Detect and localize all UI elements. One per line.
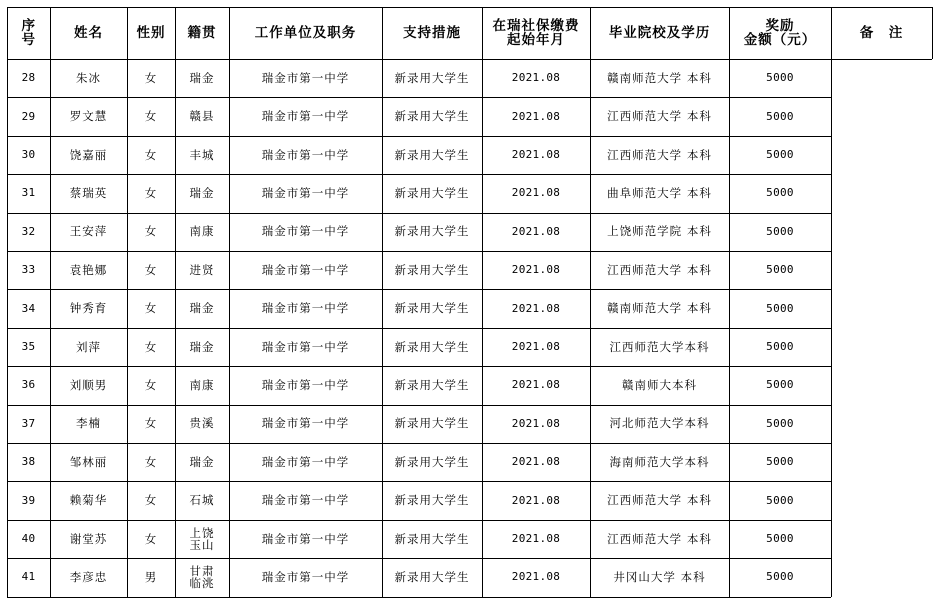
cell-school: 河北师范大学本科	[609, 416, 710, 431]
cell-gender: 女	[144, 339, 158, 354]
cell-origin: 瑞金	[189, 186, 215, 201]
cell-origin	[175, 520, 229, 558]
cell-origin	[175, 558, 229, 596]
cell-seq: 28	[21, 71, 36, 85]
cell-origin: 瑞金	[189, 454, 215, 469]
cell-school: 江西师范大学本科	[609, 339, 710, 354]
cell-measure: 新录用大学生	[394, 224, 470, 239]
cell-seq: 39	[21, 493, 36, 507]
row-rule	[7, 7, 932, 8]
column-rule	[382, 7, 383, 597]
cell-amount: 5000	[766, 455, 794, 469]
cell-date: 2021.08	[511, 301, 561, 315]
header-employer: 工作单位及职务	[254, 24, 357, 41]
cell-measure: 新录用大学生	[394, 147, 470, 162]
row-rule	[7, 136, 831, 137]
row-rule	[7, 443, 831, 444]
cell-date: 2021.08	[511, 416, 561, 430]
origin-line: 上饶	[189, 525, 215, 540]
cell-gender: 女	[144, 531, 158, 546]
cell-origin: 石城	[189, 493, 215, 508]
cell-amount: 5000	[766, 263, 794, 277]
cell-gender: 女	[144, 416, 158, 431]
cell-gender: 女	[144, 147, 158, 162]
row-rule	[7, 174, 831, 175]
cell-gender: 女	[144, 493, 158, 508]
cell-amount: 5000	[766, 109, 794, 123]
cell-employer: 瑞金市第一中学	[261, 531, 350, 546]
cell-gender: 女	[144, 70, 158, 85]
cell-employer: 瑞金市第一中学	[261, 454, 350, 469]
cell-employer: 瑞金市第一中学	[261, 186, 350, 201]
cell-school: 赣南师大本科	[622, 378, 697, 393]
cell-measure: 新录用大学生	[394, 531, 470, 546]
header-measure: 支持措施	[403, 24, 461, 41]
header-amount-line2: 金额（元）	[743, 32, 817, 48]
cell-employer: 瑞金市第一中学	[261, 378, 350, 393]
cell-amount: 5000	[766, 186, 794, 200]
row-rule	[7, 251, 831, 252]
cell-amount: 5000	[766, 224, 794, 238]
cell-amount: 5000	[766, 147, 794, 161]
cell-date: 2021.08	[511, 455, 561, 469]
cell-seq: 40	[21, 531, 36, 545]
cell-seq: 36	[21, 378, 36, 392]
cell-date: 2021.08	[511, 378, 561, 392]
cell-school: 江西师范大学 本科	[607, 493, 712, 508]
cell-gender: 女	[144, 454, 158, 469]
cell-gender: 女	[144, 224, 158, 239]
column-rule	[729, 7, 730, 597]
header-social-line1: 在瑞社保缴费	[492, 17, 580, 34]
cell-name: 袁艳娜	[69, 262, 108, 277]
cell-seq: 34	[21, 301, 36, 315]
cell-amount: 5000	[766, 71, 794, 85]
cell-amount: 5000	[766, 339, 794, 353]
row-rule	[7, 481, 831, 482]
cell-measure: 新录用大学生	[394, 454, 470, 469]
header-seq	[7, 7, 50, 59]
column-rule	[175, 7, 176, 597]
cell-employer: 瑞金市第一中学	[261, 70, 350, 85]
cell-amount: 5000	[766, 301, 794, 315]
cell-measure: 新录用大学生	[394, 378, 470, 393]
cell-name: 刘萍	[76, 339, 101, 354]
column-rule	[590, 7, 591, 597]
cell-name: 朱冰	[76, 70, 101, 85]
cell-measure: 新录用大学生	[394, 70, 470, 85]
cell-name: 李彦忠	[69, 570, 108, 585]
cell-employer: 瑞金市第一中学	[261, 147, 350, 162]
cell-date: 2021.08	[511, 147, 561, 161]
cell-name: 蔡瑞英	[69, 186, 108, 201]
cell-name: 赖菊华	[69, 493, 108, 508]
cell-date: 2021.08	[511, 531, 561, 545]
header-school: 毕业院校及学历	[608, 24, 711, 41]
cell-school: 赣南师范大学 本科	[607, 70, 712, 85]
cell-origin: 南康	[189, 378, 215, 393]
row-rule	[7, 405, 831, 406]
header-seq-label: 序号	[21, 17, 36, 48]
cell-gender: 女	[144, 301, 158, 316]
row-rule	[7, 520, 831, 521]
cell-school: 江西师范大学 本科	[607, 147, 712, 162]
header-origin: 籍贯	[187, 24, 217, 41]
row-rule	[7, 558, 831, 559]
cell-seq: 35	[21, 339, 36, 353]
row-rule	[7, 597, 831, 598]
cell-gender: 女	[144, 262, 158, 277]
header-social-line2: 起始年月	[507, 32, 565, 48]
cell-gender: 女	[144, 109, 158, 124]
cell-origin: 瑞金	[189, 70, 215, 85]
row-rule	[7, 366, 831, 367]
column-rule	[50, 7, 51, 597]
cell-amount: 5000	[766, 493, 794, 507]
column-rule	[229, 7, 230, 597]
cell-gender: 女	[144, 186, 158, 201]
cell-measure: 新录用大学生	[394, 301, 470, 316]
cell-name: 谢堂苏	[69, 531, 108, 546]
column-rule	[932, 7, 933, 59]
cell-employer: 瑞金市第一中学	[261, 109, 350, 124]
cell-date: 2021.08	[511, 71, 561, 85]
cell-origin: 丰城	[189, 147, 215, 162]
column-rule	[831, 7, 832, 597]
cell-employer: 瑞金市第一中学	[261, 301, 350, 316]
row-rule	[7, 328, 831, 329]
cell-measure: 新录用大学生	[394, 339, 470, 354]
cell-date: 2021.08	[511, 263, 561, 277]
header-gender: 性别	[136, 24, 166, 41]
cell-gender: 男	[144, 570, 158, 585]
cell-measure: 新录用大学生	[394, 493, 470, 508]
cell-amount: 5000	[766, 531, 794, 545]
cell-date: 2021.08	[511, 570, 561, 584]
cell-amount: 5000	[766, 416, 794, 430]
cell-date: 2021.08	[511, 109, 561, 123]
cell-origin: 贵溪	[189, 416, 215, 431]
cell-school: 江西师范大学 本科	[607, 109, 712, 124]
cell-amount: 5000	[766, 570, 794, 584]
cell-name: 王安萍	[69, 224, 108, 239]
row-rule	[7, 97, 831, 98]
cell-measure: 新录用大学生	[394, 416, 470, 431]
cell-origin: 进贤	[189, 262, 215, 277]
cell-name: 李楠	[76, 416, 101, 431]
cell-name: 饶嘉丽	[69, 147, 108, 162]
cell-gender: 女	[144, 378, 158, 393]
column-rule	[127, 7, 128, 597]
cell-measure: 新录用大学生	[394, 109, 470, 124]
cell-employer: 瑞金市第一中学	[261, 416, 350, 431]
cell-seq: 30	[21, 147, 36, 161]
cell-school: 曲阜师范大学 本科	[607, 186, 712, 201]
origin-line: 临洮	[189, 576, 215, 591]
cell-employer: 瑞金市第一中学	[261, 493, 350, 508]
cell-school: 上饶师范学院 本科	[607, 224, 712, 239]
cell-amount: 5000	[766, 378, 794, 392]
cell-school: 江西师范大学 本科	[607, 262, 712, 277]
cell-measure: 新录用大学生	[394, 186, 470, 201]
cell-employer: 瑞金市第一中学	[261, 570, 350, 585]
row-rule	[7, 59, 932, 60]
cell-measure: 新录用大学生	[394, 262, 470, 277]
row-rule	[7, 289, 831, 290]
header-amount	[729, 7, 831, 59]
header-amount-line1: 奖励	[765, 17, 795, 34]
cell-seq: 31	[21, 186, 36, 200]
cell-origin: 瑞金	[189, 301, 215, 316]
cell-seq: 38	[21, 455, 36, 469]
header-social	[482, 7, 590, 59]
cell-date: 2021.08	[511, 224, 561, 238]
cell-name: 邹林丽	[69, 454, 108, 469]
cell-name: 钟秀育	[69, 301, 108, 316]
header-remark: 备 注	[859, 24, 904, 41]
cell-employer: 瑞金市第一中学	[261, 262, 350, 277]
cell-origin: 赣县	[189, 109, 215, 124]
column-rule	[7, 7, 8, 597]
cell-employer: 瑞金市第一中学	[261, 224, 350, 239]
cell-origin: 南康	[189, 224, 215, 239]
cell-seq: 32	[21, 224, 36, 238]
cell-school: 海南师范大学本科	[609, 454, 710, 469]
cell-origin: 瑞金	[189, 339, 215, 354]
cell-date: 2021.08	[511, 186, 561, 200]
header-name: 姓名	[74, 24, 103, 41]
column-rule	[482, 7, 483, 597]
cell-measure: 新录用大学生	[394, 570, 470, 585]
cell-school: 井冈山大学 本科	[613, 570, 706, 585]
origin-line: 玉山	[189, 537, 215, 552]
cell-name: 罗文慧	[69, 109, 108, 124]
cell-seq: 41	[21, 570, 36, 584]
origin-line: 甘肃	[189, 564, 215, 579]
cell-date: 2021.08	[511, 339, 561, 353]
row-rule	[7, 213, 831, 214]
cell-seq: 33	[21, 263, 36, 277]
cell-seq: 29	[21, 109, 36, 123]
cell-school: 赣南师范大学 本科	[607, 301, 712, 316]
cell-employer: 瑞金市第一中学	[261, 339, 350, 354]
cell-date: 2021.08	[511, 493, 561, 507]
cell-seq: 37	[21, 416, 36, 430]
cell-name: 刘顺男	[69, 378, 108, 393]
cell-school: 江西师范大学 本科	[607, 531, 712, 546]
